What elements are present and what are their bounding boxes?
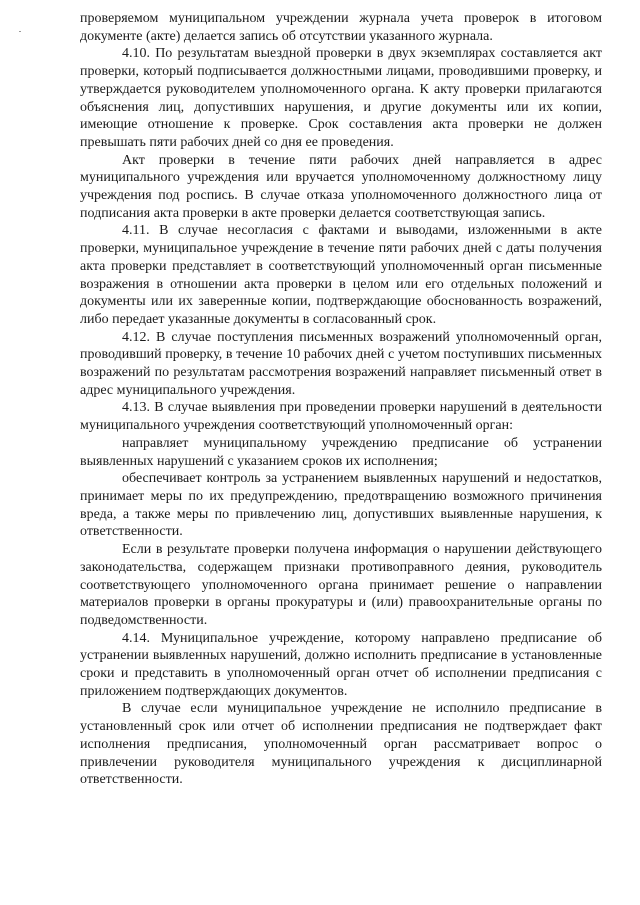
paragraph-directs-order: направляет муниципальному учреждению предписание об устранении выявленных нарушений с указанием сроков их исполнения;: [80, 435, 602, 469]
paragraph-4-10: 4.10. По результатам выездной проверки в двух экземплярах составляется акт проверки, который подписывается должностными лицами, проводившими проверку, и утверждается руководителем уполномоченного органа. К акту проверки прилагаются объяснения лиц, допустивших нарушения, и другие документы или их копии, имеющие отношение к проверке. Срок составления акта проверки не должен превышать пяти рабочих дней со дня ее проведения.: [80, 46, 602, 150]
paragraph-journal-absence: проверяемом муниципальном учреждении журнала учета проверок в итоговом документе (акте) делается запись об отсутствии указанного журнала.: [80, 11, 602, 44]
scan-speck: [19, 31, 21, 32]
paragraph-4-12: 4.12. В случае поступления письменных возражений уполномоченный орган, проводивший проверку, в течение 10 рабочих дней с учетом поступивших письменных возражений по результатам рассмотрения возражений направляет письменный ответ в адрес муниципального учреждения.: [80, 329, 602, 398]
document-page: [80, 10, 602, 789]
paragraph-if-not-fulfilled: В случае если муниципальное учреждение не исполнило предписание в установленный срок или отчет об исполнении предписания не подтверждает факт исполнения предписания, уполномоченный орган рассматривает вопрос о привлечении руководителя муниципального учреждения к дисциплинарной ответственности.: [80, 701, 602, 788]
paragraph-4-11: 4.11. В случае несогласия с фактами и выводами, изложенными в акте проверки, муниципальное учреждение в течение пяти рабочих дней с даты получения акта проверки представляет в соответствующий уполномоченный орган письменные возражения в отношении акта проверки в целом или его отдельных положений и документы или их заверенные копии, подтверждающие обоснованность возражений, либо передает указанные документы в согласованный срок.: [80, 223, 602, 327]
paragraph-act-delivery: Акт проверки в течение пяти рабочих дней направляется в адрес муниципального учреждения или вручается уполномоченному должностному лицу учреждения под роспись. В случае отказа уполномоченного должностного лица от подписания акта проверки в акте проверки делается соответствующая запись.: [80, 152, 602, 221]
paragraph-ensures-control: обеспечивает контроль за устранением выявленных нарушений и недостатков, принимает меры по их предупреждению, предотвращению возможного причинения вреда, а также меры по привлечению лиц, допустивших выявленные нарушения, к ответственности.: [80, 471, 602, 540]
paragraph-4-13: 4.13. В случае выявления при проведении проверки нарушений в деятельности муниципального учреждения соответствующий уполномоченный орган:: [80, 400, 602, 434]
paragraph-if-violation: Если в результате проверки получена информация о нарушении действующего законодательства, содержащем признаки противоправного деяния, руководитель соответствующего уполномоченного органа принимает решение о направлении материалов проверки в органы прокуратуры и (или) правоохранительные органы по подведомственности.: [80, 542, 602, 628]
paragraph-4-14: 4.14. Муниципальное учреждение, которому направлено предписание об устранении выявленных нарушений, должно исполнить предписание в установленные сроки и представить в уполномоченный орган отчет об исполнении предписания с приложением подтверждающих документов.: [80, 630, 602, 699]
